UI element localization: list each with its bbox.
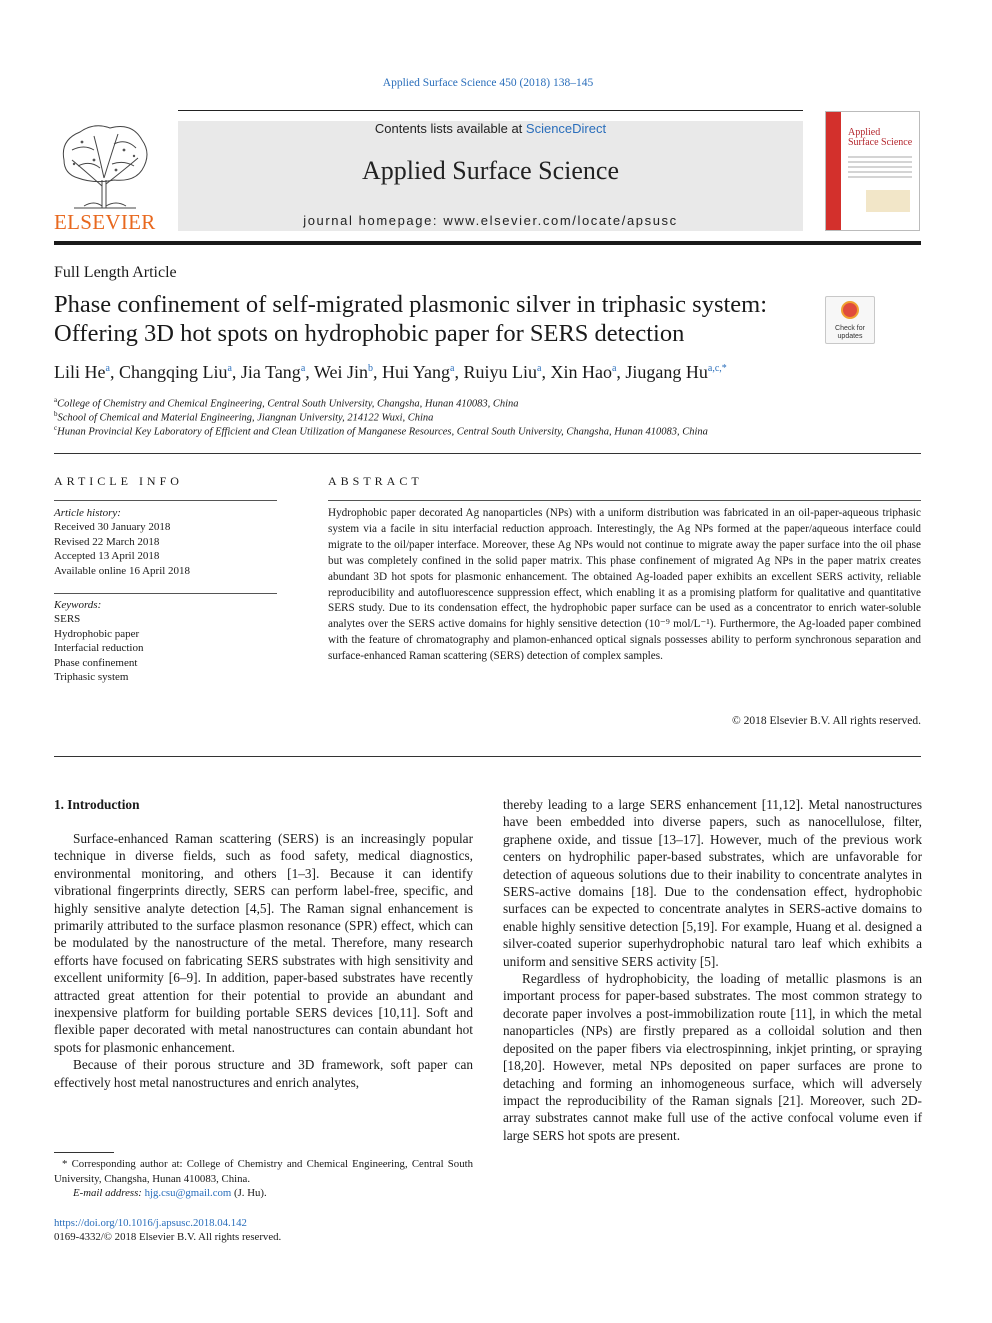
corresponding-author-note [54, 1157, 473, 1201]
abstract-heading: ABSTRACT [328, 474, 423, 488]
author-name[interactable]: Ruiyu Liu [463, 362, 537, 382]
keyword: Triphasic system [54, 671, 129, 684]
article-type: Full Length Article [54, 264, 177, 281]
email-link[interactable]: hjg.csu@gmail.com [144, 1187, 232, 1199]
author-name[interactable]: Lili He [54, 362, 106, 382]
doi-link[interactable]: https://doi.org/10.1016/j.apsusc.2018.04.142 [54, 1217, 247, 1229]
article-title: Phase confinement of self-migrated plasmonic silver in triphasic system: Offering 3D hot spots on hydrophobic paper for SERS detection [54, 291, 768, 347]
abstract-rule [328, 500, 921, 501]
article-info-rule [54, 500, 277, 501]
sciencedirect-link[interactable]: ScienceDirect [525, 121, 607, 136]
email-label: E-mail address: [73, 1187, 142, 1199]
intro-paragraph: Because of their porous structure and 3D framework, soft paper can effectively host metal nanostructures and enrich analytes, [54, 1057, 473, 1090]
affiliation: $^b$School of Chemical and Material Engineering, Jiangnan University, 214122 Wuxi, China [54, 410, 434, 424]
history-received: Received 30 January 2018 [54, 521, 171, 534]
intro-paragraph: Regardless of hydrophobicity, the loading of metallic plasmons is an important process for paper-based substrates. The most common strategy to decorate paper involves a post-immobilization route [11], in which the metal nanoparticles (NPs) are firstly prepared as a colloidal solution and then deposited on the paper fibers via electrospinning, inkjet printing, or spraying [18,20]. However, metal NPs deposited on paper surfaces are prone to detaching and forming an inhomogeneous surface, which will adversely impact the reproducibility of the Raman signals [21]. Moreover, such 2D-array substrates cannot make full use of the active confocal volume even if large SERS hot spots are present. [503, 971, 922, 1143]
author-name[interactable]: Jiugang Hu [625, 362, 708, 382]
introduction-heading: 1. Introduction [54, 797, 140, 812]
check-updates-label: Check for updates [835, 325, 865, 340]
elsevier-wordmark: ELSEVIER [54, 210, 156, 234]
check-updates-icon [841, 301, 859, 319]
check-for-updates-button[interactable] [825, 296, 875, 344]
header-rule [178, 110, 803, 111]
keywords-rule [54, 593, 277, 594]
article-info-heading: ARTICLE INFO [54, 474, 183, 488]
keywords-block: Keywords: SERS Hydrophobic paper Interfacial reduction Phase confinement Triphasic system [54, 598, 277, 684]
author-name[interactable]: Hui Yang [382, 362, 451, 382]
body-column-left [54, 830, 473, 1091]
keyword: SERS [54, 613, 81, 626]
journal-homepage[interactable]: journal homepage: www.elsevier.com/locate/apsusc [303, 213, 678, 228]
body-column-right [503, 796, 922, 1144]
history-revised: Revised 22 March 2018 [54, 535, 160, 548]
journal-citation-link[interactable]: Applied Surface Science 450 (2018) 138–145 [382, 77, 594, 89]
abstract-copyright: © 2018 Elsevier B.V. All rights reserved. [732, 715, 921, 727]
contents-prefix: Contents lists available at [374, 121, 526, 136]
intro-paragraph: thereby leading to a large SERS enhancement [11,12]. Metal nanostructures have been embedded into diverse papers, such as nanocellulose, filter, graphene oxide, and tissue [13–17]. However, much of the previous work centers on hydrophilic paper-based substrates, which are unfavorable for detection of aqueous solutions due to their inability to concentrate analytes in SERS-active domains [18]. Due to the condensation effect, hydrophobic surfaces can be expected to concentrate analytes in SERS-active domains to enable highly sensitive detection [5,19]. For example, Huang et al. designed a silver-coated superior superhydrophobic natural taro leaf which exhibits a uniform and sensitive SERS activity [5]. [503, 797, 922, 969]
intro-paragraph: Surface-enhanced Raman scattering (SERS) is an increasingly popular technique in diverse fields, such as food safety, medical diagnostics, environmental monitoring, and others [1–3]. Because it can identify vibrational fingerprints directly, SERS can perform label-free, specific, and highly sensitive analyte detection [4,5]. The Raman signal enhancement is primarily attributed to the surface plasmon resonance (SPR) effect, which can be modulated by the nanostructure of the metal. Therefore, many research efforts have focused on fabricating SERS substrates with high sensitivity and excellent uniformity [6–9]. In addition, paper-based substrates have recently attracted great attention for their potential to provide an abundant and inexpensive platform for building portable SERS devices [10,11]. Soft and flexible paper decorated with metal nanostructures can contain abundant hot spots for plasmonic enhancement. [54, 831, 473, 1055]
keyword: Phase confinement [54, 656, 138, 669]
history-accepted: Accepted 13 April 2018 [54, 550, 160, 563]
author-name[interactable]: Jia Tang [240, 362, 301, 382]
keyword: Interfacial reduction [54, 642, 144, 655]
author-name[interactable]: Changqing Liu [118, 362, 228, 382]
cover-spine [826, 112, 841, 231]
abstract-text: Hydrophobic paper decorated Ag nanoparticles (NPs) with a uniform distribution was fabricated in an oil-paper-aqueous triphasic system via a facile in situ interfacial reduction approach. Interestingly, the Ag NPs formed at the paper/aqueous interface could migrate to the oil/paper interface. Moreover, these Ag NPs would not continue to migrate away the paper surface into the oil phase but was completely confined in the solid paper matrix. This phase confinement of migrated Ag NPs in the paper matrix creates abundant 3D hot spots for plasmonic enhancement. The obtained Ag-loaded paper exhibits an excellent SERS activity, reliable reproducibility and autofluorescence suppression effect, which enabling it as a promising platform for qualitative and quantitative SERS study. Due to its condensation effect, the hydrophobic paper surface can be used as a concentrator to enrich water-soluble analytes over the SERS active domains for highly sensitive detection (10⁻⁹ mol/L⁻¹). Furthermore, the Ag-loaded paper combined with the feature of chromatography and plamon-enhanced optical signals possesses ability to perform synchronous separation and surface-enhanced Raman scattering (SERS) detection of complex samples. [328, 507, 921, 663]
cover-title: Applied Surface Science [848, 127, 913, 148]
cover-text-lines [848, 156, 912, 181]
journal-cover-thumbnail[interactable] [825, 111, 920, 231]
email-suffix: (J. Hu). [234, 1187, 267, 1199]
keyword: Hydrophobic paper [54, 627, 140, 640]
affiliation: $^a$College of Chemistry and Chemical Engineering, Central South University, Changsha, Hunan 410083, China [54, 396, 519, 410]
body-rule [54, 756, 921, 757]
contents-line [178, 121, 803, 136]
header-thick-rule [54, 241, 921, 245]
issn-line: 0169-4332/© 2018 Elsevier B.V. All rights reserved. [54, 1231, 282, 1243]
cover-figure [866, 190, 910, 212]
article-history: Article history: Received 30 January 2018 Revised 22 March 2018 Accepted 13 April 2018 Available online 16 April 2018 [54, 506, 277, 578]
author-name[interactable]: Wei Jin [313, 362, 368, 382]
author-list: Lili He$^a$, Changqing Liu$^a$, Jia Tang$^a$, Wei Jin$^b$, Hui Yang$^a$, Ruiyu Liu$^a$, Xin Hao$^a$, Jiugang $Hu^{a,c,*}$ [54, 362, 727, 382]
journal-title: Applied Surface Science [361, 156, 619, 185]
corresponding-author-text: * Corresponding author at: College of Chemistry and Chemical Engineering, Central South University, Changsha, Hunan 410083, China. [54, 1158, 473, 1185]
section-rule [54, 453, 921, 454]
author-name[interactable]: Xin Hao [550, 362, 612, 382]
footnote-rule [54, 1152, 114, 1153]
affiliation: $^c$Hunan Provincial Key Laboratory of Efficient and Clean Utilization of Manganese Resources, Central South University, Changsha, Hunan 410083, China [54, 424, 708, 438]
history-online: Available online 16 April 2018 [54, 564, 191, 577]
